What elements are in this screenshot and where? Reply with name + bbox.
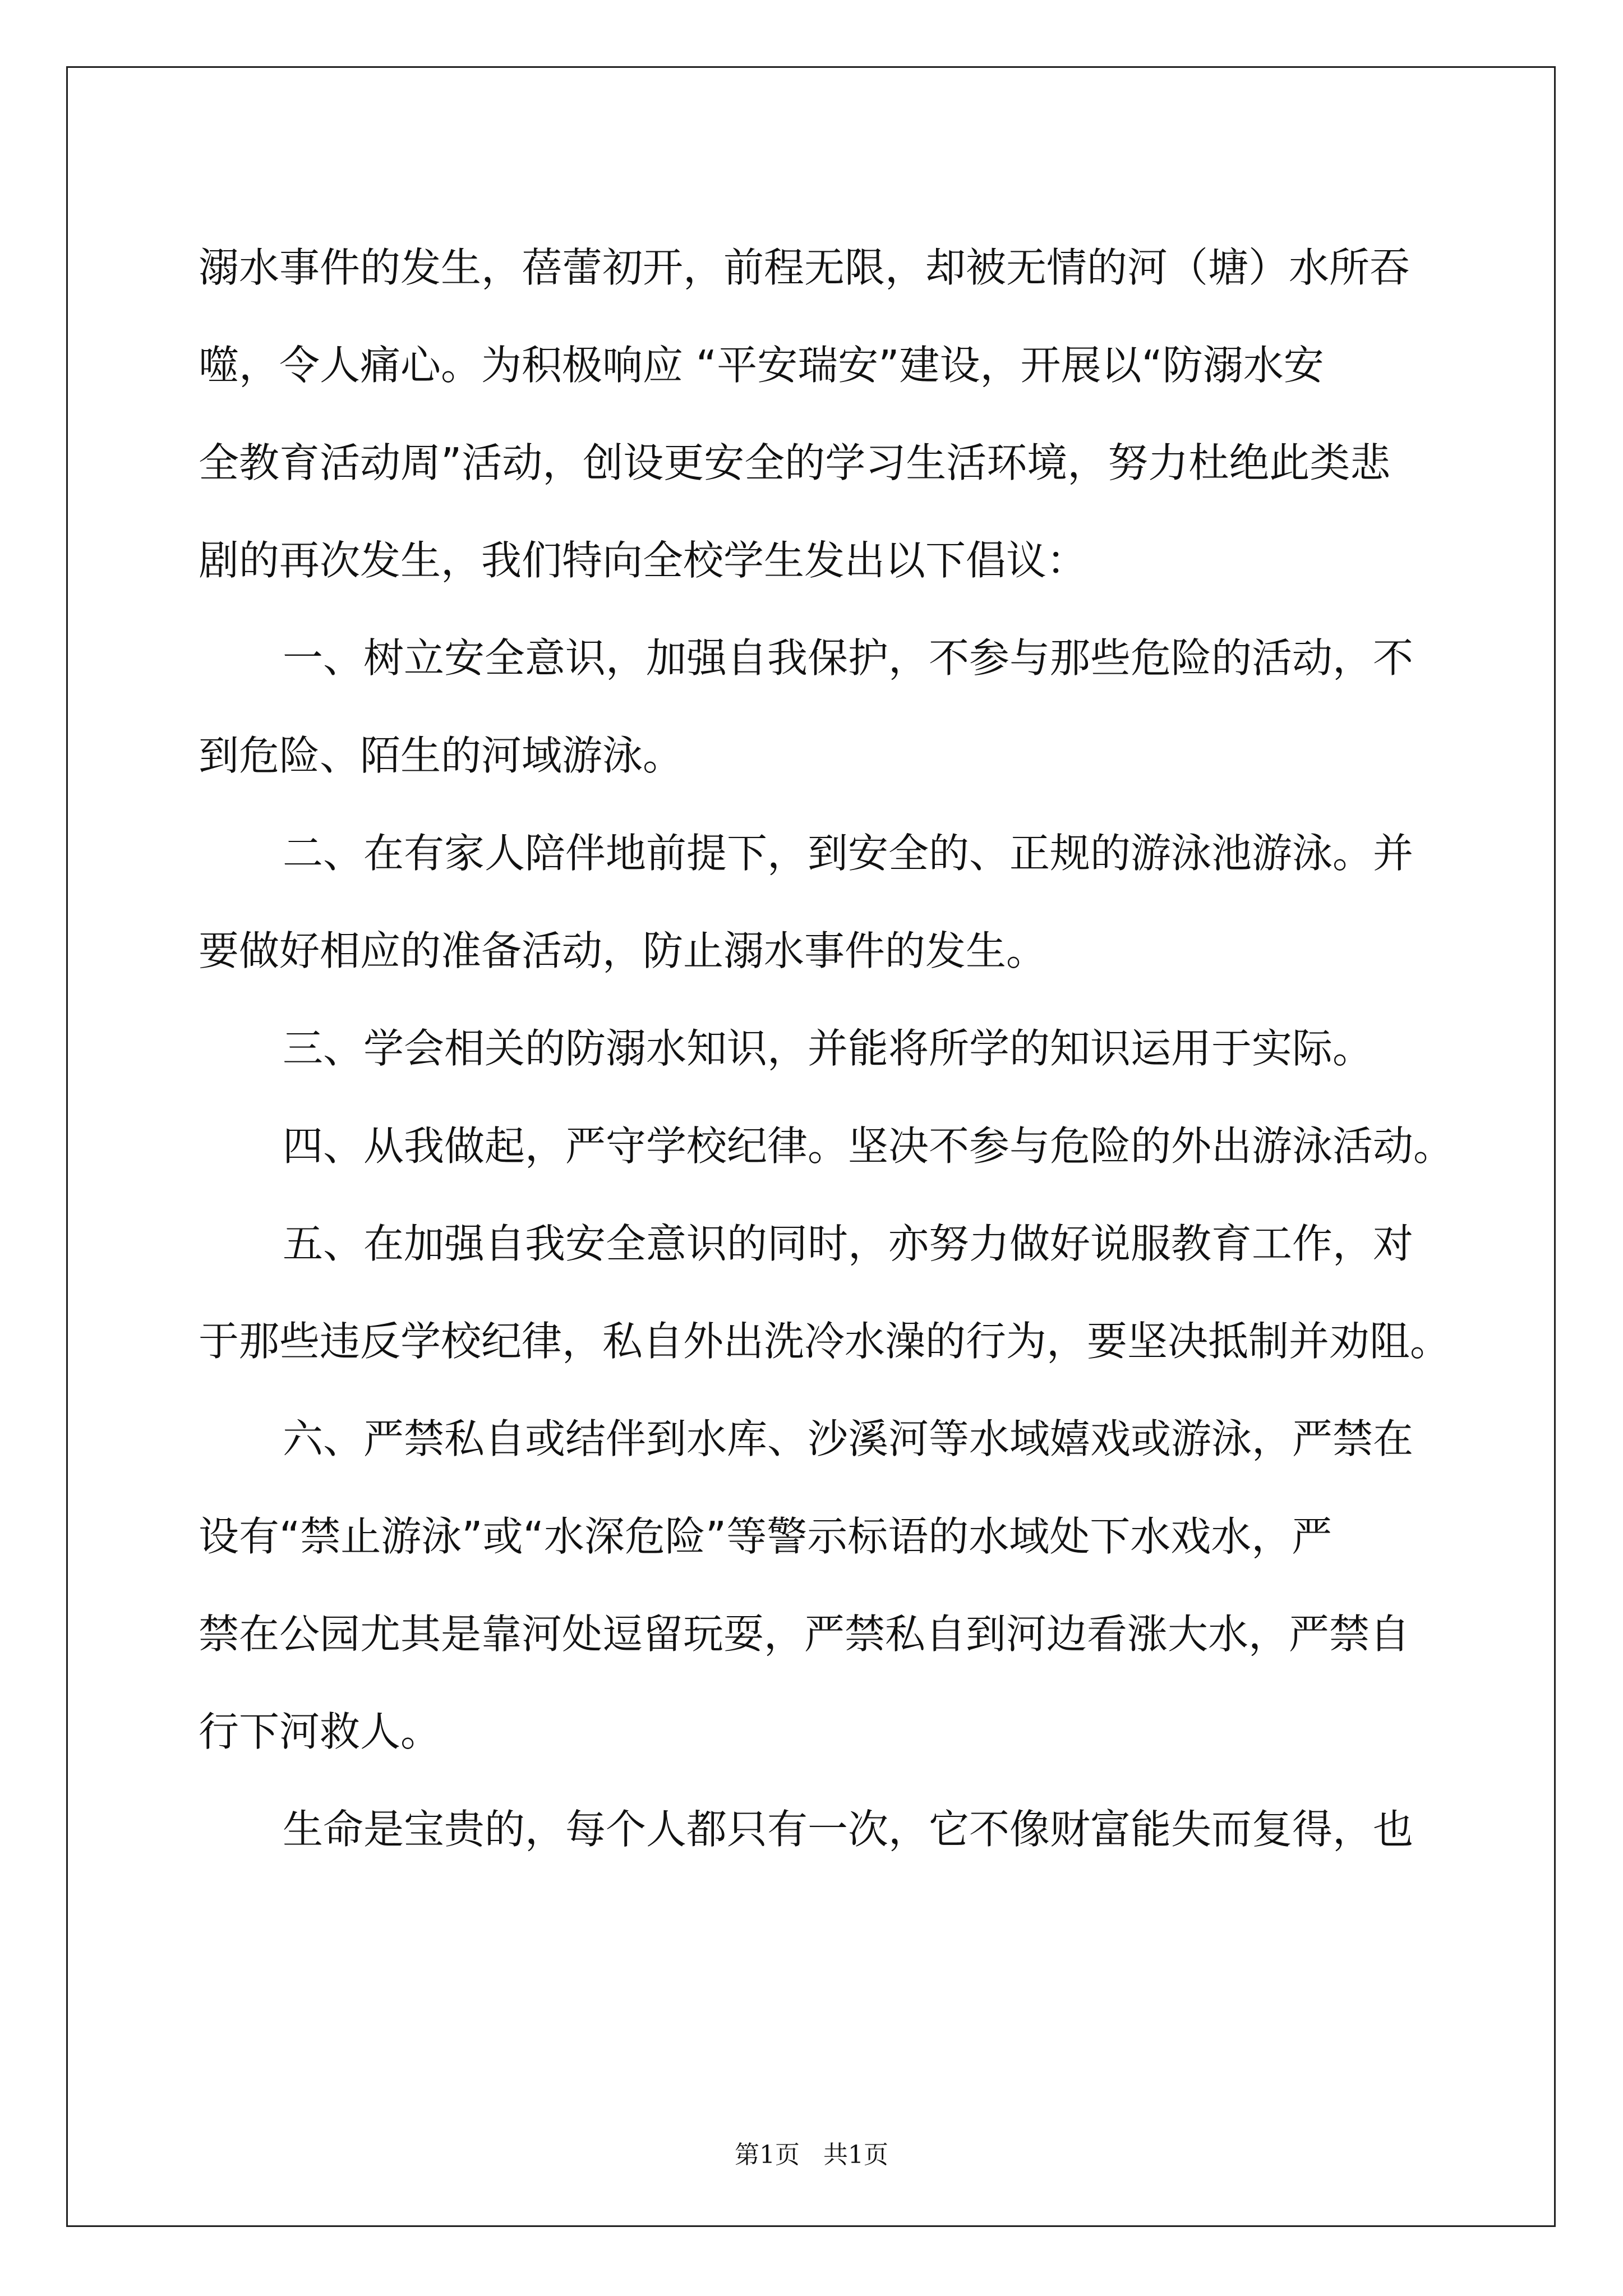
text-line: 到危险、陌生的河域游泳。 <box>199 732 684 779</box>
text-line: 禁在公园尤其是靠河处逗留玩耍，严禁私自到河边看涨大水，严禁自 <box>199 1611 1410 1658</box>
text-line: 二、在有家人陪伴地前提下，到安全的、正规的游泳池游泳。并 <box>283 830 1414 877</box>
text-line: 三、学会相关的防溺水知识，并能将所学的知识运用于实际。 <box>283 1025 1373 1072</box>
text-line: 溺水事件的发生，蓓蕾初开，前程无限，却被无情的河（塘）水所吞 <box>199 244 1410 291</box>
text-line: 一、树立安全意识，加强自我保护，不参与那些危险的活动，不 <box>283 634 1414 682</box>
document-body <box>199 219 1454 1878</box>
text-line: 于那些违反学校纪律，私自外出洗冷水澡的行为，要坚决抵制并劝阻。 <box>199 1318 1451 1365</box>
text-line: 六、严禁私自或结伴到水库、沙溪河等水域嬉戏或游泳，严禁在 <box>283 1415 1414 1462</box>
text-line: 行下河救人。 <box>199 1708 441 1755</box>
text-line: 生命是宝贵的，每个人都只有一次，它不像财富能失而复得，也 <box>283 1806 1414 1853</box>
page-number-footer: 第1页 共1页 <box>735 2141 888 2169</box>
text-line: 剧的再次发生，我们特向全校学生发出以下倡议： <box>199 537 1087 584</box>
text-line: 要做好相应的准备活动，防止溺水事件的发生。 <box>199 927 1047 974</box>
text-line: 五、在加强自我安全意识的同时，亦努力做好说服教育工作，对 <box>283 1220 1414 1267</box>
text-line: 设有“禁止游泳”或“水深危险”等警示标语的水域处下水戏水，严 <box>199 1513 1332 1560</box>
text-line: 噬，令人痛心。为积极响应 “平安瑞安”建设，开展以“防溺水安 <box>199 342 1324 389</box>
text-line: 四、从我做起，严守学校纪律。坚决不参与危险的外出游泳活动。 <box>283 1122 1454 1170</box>
text-line: 全教育活动周”活动，创设更安全的学习生活环境，努力杜绝此类悲 <box>199 439 1391 486</box>
